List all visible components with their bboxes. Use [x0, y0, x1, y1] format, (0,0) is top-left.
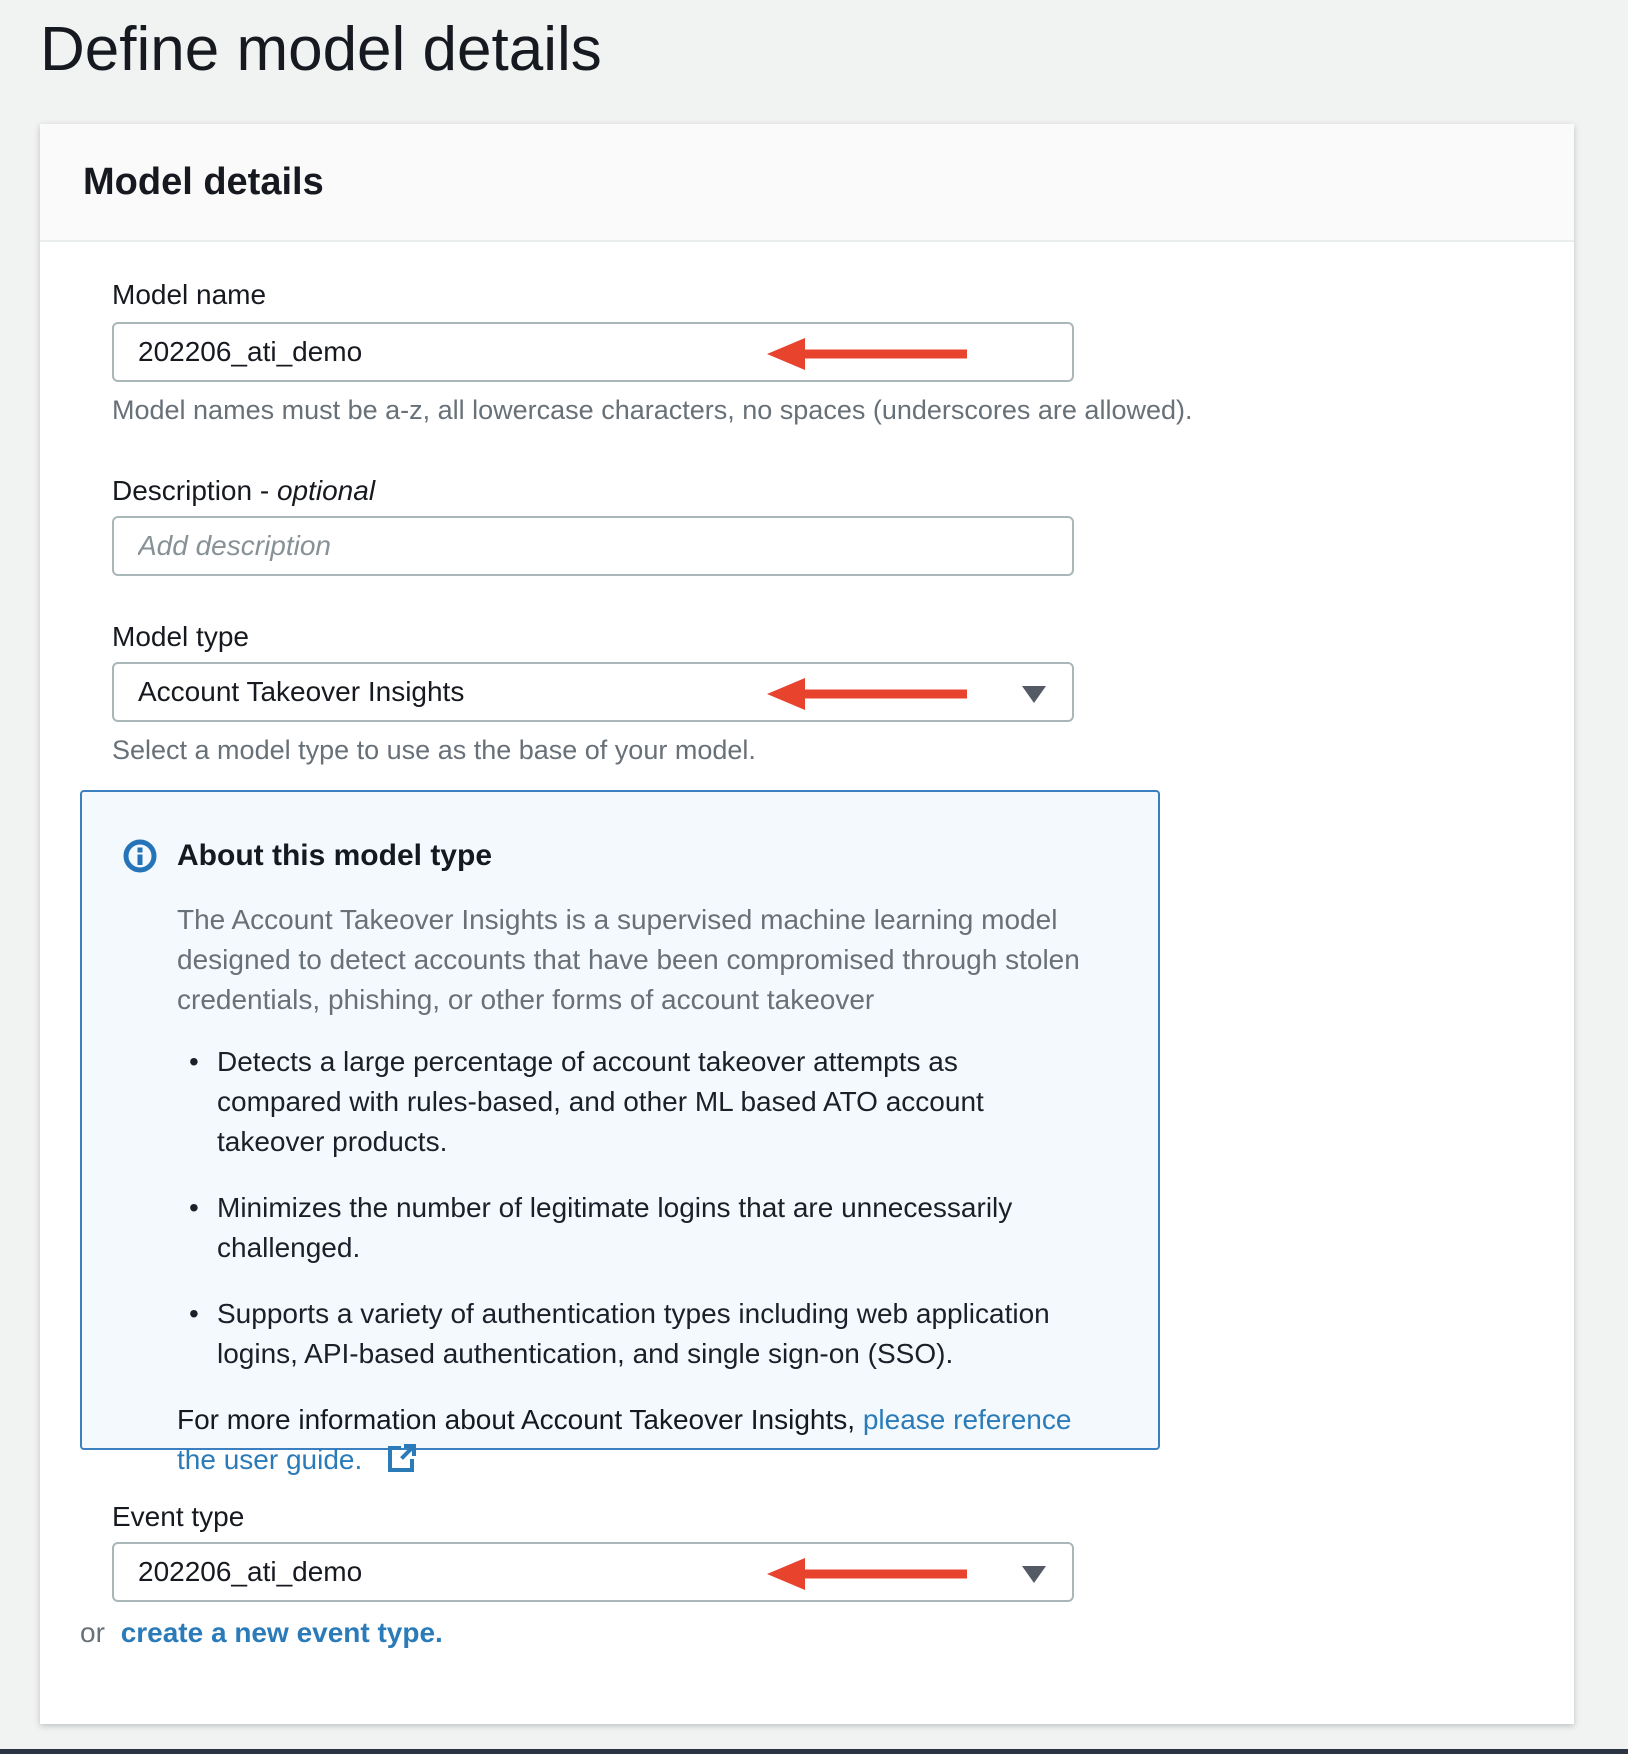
infobox-bullet: • Detects a large percentage of account takeover attempts as compared with rules-based, and other ML based ATO account takeover products.: [177, 1042, 1077, 1162]
description-optional-text: optional: [276, 475, 376, 506]
card-title: Model details: [83, 160, 324, 203]
infobox-bullet: • Minimizes the number of legitimate logins that are unnecessarily challenged.: [177, 1188, 1077, 1268]
infobox-more-info: [177, 1400, 1097, 1480]
about-model-type-infobox: [80, 790, 1160, 1475]
model-type-label: Model type: [112, 621, 249, 652]
red-annotation-arrow-icon: [767, 1556, 967, 1592]
description-input[interactable]: [114, 518, 754, 574]
model-name-label: Model name: [112, 279, 267, 310]
create-new-event-type-link[interactable]: create a new event type.: [120, 1617, 443, 1648]
card-header: [40, 124, 1574, 242]
red-annotation-arrow-icon: [767, 336, 967, 372]
event-type-selected-value: 202206_ati_demo: [138, 1556, 363, 1587]
model-name-input[interactable]: [114, 324, 754, 380]
info-icon: [122, 838, 158, 874]
model-type-selected-value: Account Takeover Insights: [138, 676, 465, 707]
infobox-header: [122, 838, 1118, 874]
page-title: Define model details: [40, 15, 602, 84]
event-type-label: Event type: [112, 1501, 245, 1532]
infobox-title: About this model type: [177, 839, 492, 872]
infobox-intro: The Account Takeover Insights is a supervised machine learning model designed to detect accounts that have been compromised through stolen credentials, phishing, or other forms of account takeover: [177, 904, 1080, 1015]
chevron-down-icon: [1022, 1566, 1046, 1584]
chevron-down-icon: [1022, 686, 1046, 704]
more-info-text: For more information about Account Takeover Insights,: [177, 1404, 856, 1435]
description-label-text: Description -: [112, 475, 270, 506]
user-guide-link[interactable]: please reference the user guide.: [177, 1404, 1072, 1475]
model-details-card: [40, 124, 1574, 1724]
model-name-helper: Model names must be a-z, all lowercase characters, no spaces (underscores are allowed).: [112, 395, 1193, 425]
or-text: or: [80, 1617, 105, 1648]
description-label: [112, 474, 375, 508]
model-type-select[interactable]: [112, 662, 1074, 722]
red-annotation-arrow-icon: [767, 676, 967, 712]
infobox-bullet: • Supports a variety of authentication types including web application logins, API-based authentication, and single sign-on (SSO).: [177, 1294, 1077, 1374]
model-name-field: [112, 322, 1074, 382]
model-type-helper: Select a model type to use as the base of your model.: [112, 735, 756, 765]
infobox-bullet-list: [177, 1042, 1118, 1374]
description-field: [112, 516, 1074, 576]
external-link-icon[interactable]: [386, 1442, 418, 1474]
bottom-edge-bar: [0, 1749, 1628, 1754]
event-type-select[interactable]: [112, 1542, 1074, 1602]
create-event-type-line: [80, 1616, 443, 1650]
